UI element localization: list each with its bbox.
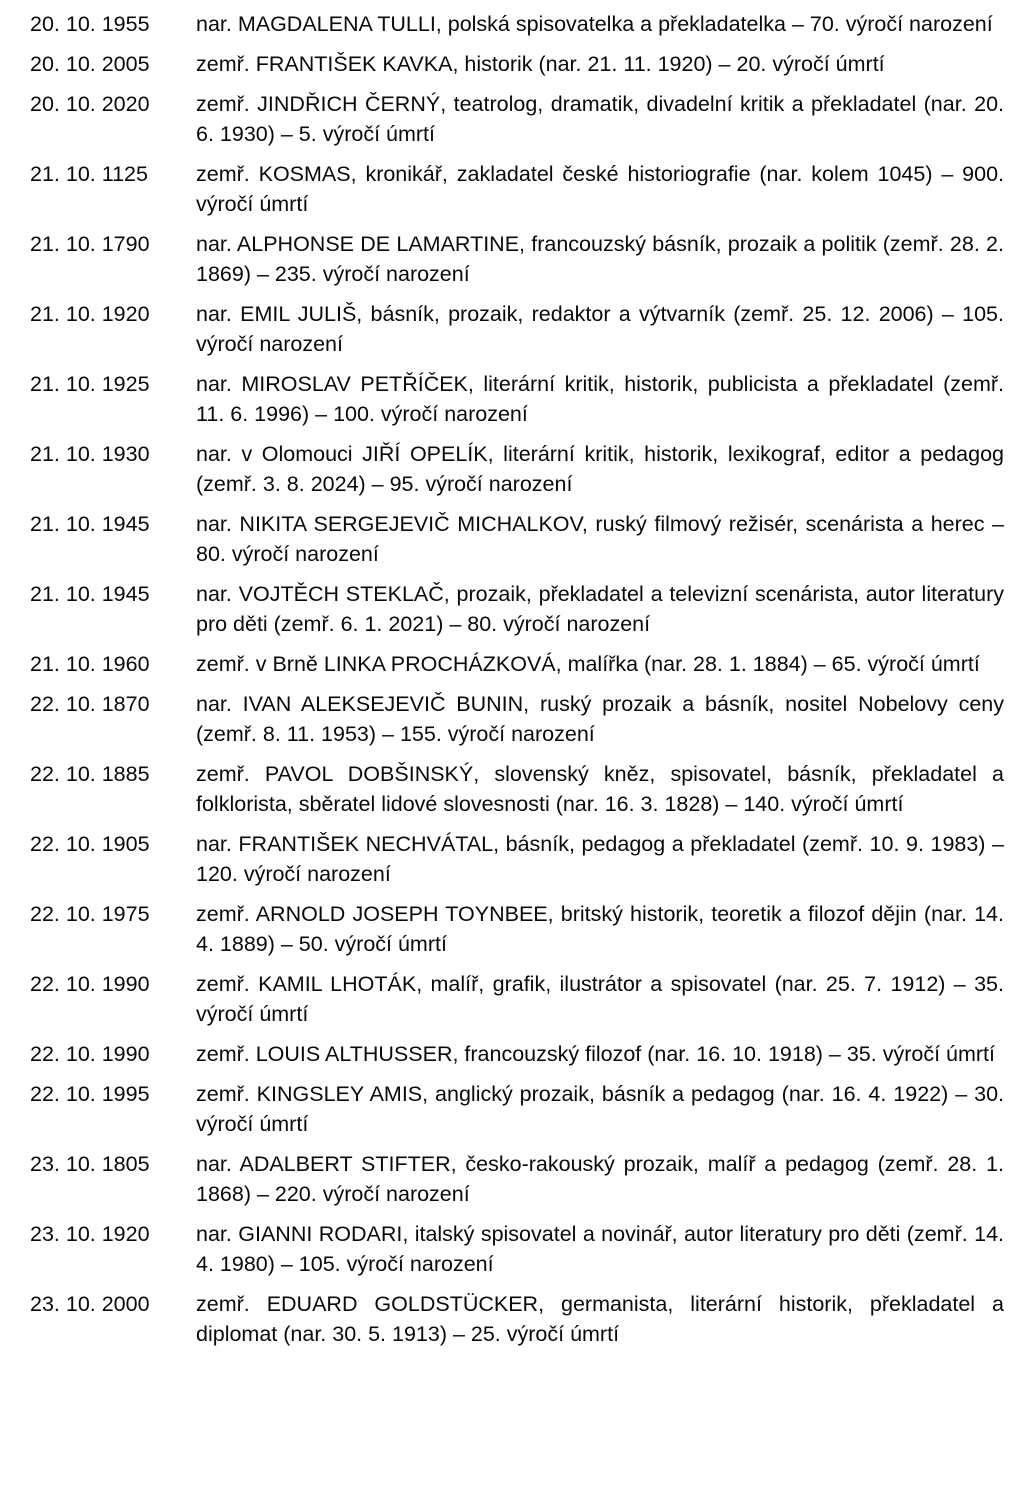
entry-text: nar. MIROSLAV PETŘÍČEK, literární kritik, historik, publicista a překladatel (zemř. 11. 6. 1996) – 100. výročí narození: [196, 372, 1004, 426]
anniversary-entry: [30, 899, 1004, 959]
entry-date: 21. 10. 1945: [30, 512, 150, 536]
entry-date: 22. 10. 1990: [30, 1042, 150, 1066]
anniversary-entry: [30, 159, 1004, 219]
entry-text: zemř. JINDŘICH ČERNÝ, teatrolog, dramatik, divadelní kritik a překladatel (nar. 20. 6. 1930) – 5. výročí úmrtí: [196, 92, 1004, 146]
entry-date: 21. 10. 1930: [30, 442, 150, 466]
anniversary-entry: [30, 1149, 1004, 1209]
entry-text: zemř. EDUARD GOLDSTÜCKER, germanista, literární historik, překladatel a diplomat (nar. 30. 5. 1913) – 25. výročí úmrtí: [196, 1292, 1004, 1346]
entry-date: 22. 10. 1990: [30, 972, 150, 996]
entry-date: 20. 10. 1955: [30, 12, 150, 36]
entry-text: nar. ADALBERT STIFTER, česko-rakouský prozaik, malíř a pedagog (zemř. 28. 1. 1868) – 220. výročí narození: [196, 1152, 1004, 1206]
anniversary-entry: [30, 299, 1004, 359]
entry-date: 21. 10. 1790: [30, 232, 150, 256]
anniversary-entry: [30, 1039, 1004, 1069]
entry-date: 20. 10. 2005: [30, 52, 150, 76]
anniversary-entry: [30, 9, 1004, 39]
anniversary-entry: [30, 439, 1004, 499]
entry-text: zemř. ARNOLD JOSEPH TOYNBEE, britský historik, teoretik a filozof dějin (nar. 14. 4. 1889) – 50. výročí úmrtí: [196, 902, 1004, 956]
anniversary-entry: [30, 689, 1004, 749]
anniversary-entry: [30, 509, 1004, 569]
anniversary-entry: [30, 579, 1004, 639]
entry-date: 21. 10. 1960: [30, 652, 150, 676]
anniversary-entry: [30, 1079, 1004, 1139]
anniversary-list: [30, 9, 1004, 1349]
anniversary-entry: [30, 89, 1004, 149]
entry-text: nar. VOJTĚCH STEKLAČ, prozaik, překladatel a televizní scenárista, autor literatury pro děti (zemř. 6. 1. 2021) – 80. výročí narození: [196, 582, 1004, 636]
anniversary-entry: [30, 1289, 1004, 1349]
entry-text: nar. NIKITA SERGEJEVIČ MICHALKOV, ruský filmový režisér, scenárista a herec – 80. výročí narození: [196, 512, 1004, 566]
entry-text: nar. v Olomouci JIŘÍ OPELÍK, literární kritik, historik, lexikograf, editor a pedagog (zemř. 3. 8. 2024) – 95. výročí narození: [196, 442, 1004, 496]
entry-date: 22. 10. 1975: [30, 902, 150, 926]
entry-text: nar. ALPHONSE DE LAMARTINE, francouzský básník, prozaik a politik (zemř. 28. 2. 1869) – 235. výročí narození: [196, 232, 1004, 286]
entry-text: zemř. FRANTIŠEK KAVKA, historik (nar. 21. 11. 1920) – 20. výročí úmrtí: [196, 52, 885, 76]
entry-date: 22. 10. 1870: [30, 692, 150, 716]
entry-text: nar. GIANNI RODARI, italský spisovatel a novinář, autor literatury pro děti (zemř. 14. 4. 1980) – 105. výročí narození: [196, 1222, 1004, 1276]
entry-date: 23. 10. 1805: [30, 1152, 150, 1176]
entry-text: zemř. KAMIL LHOTÁK, malíř, grafik, ilustrátor a spisovatel (nar. 25. 7. 1912) – 35. výročí úmrtí: [196, 972, 1004, 1026]
entry-text: nar. EMIL JULIŠ, básník, prozaik, redaktor a výtvarník (zemř. 25. 12. 2006) – 105. výročí narození: [196, 302, 1004, 356]
entry-date: 21. 10. 1920: [30, 302, 150, 326]
entry-text: nar. MAGDALENA TULLI, polská spisovatelka a překladatelka – 70. výročí narození: [196, 12, 993, 36]
anniversary-entry: [30, 649, 1004, 679]
entry-date: 20. 10. 2020: [30, 92, 150, 116]
entry-text: zemř. LOUIS ALTHUSSER, francouzský filozof (nar. 16. 10. 1918) – 35. výročí úmrtí: [196, 1042, 995, 1066]
entry-date: 21. 10. 1925: [30, 372, 150, 396]
entry-text: zemř. v Brně LINKA PROCHÁZKOVÁ, malířka (nar. 28. 1. 1884) – 65. výročí úmrtí: [196, 652, 980, 676]
anniversary-entry: [30, 829, 1004, 889]
entry-date: 21. 10. 1945: [30, 582, 150, 606]
entry-text: nar. FRANTIŠEK NECHVÁTAL, básník, pedagog a překladatel (zemř. 10. 9. 1983) – 120. výročí narození: [196, 832, 1004, 886]
entry-text: zemř. PAVOL DOBŠINSKÝ, slovenský kněz, spisovatel, básník, překladatel a folklorista, sběratel lidové slovesnosti (nar. 16. 3. 1828) – 140. výročí úmrtí: [196, 762, 1004, 816]
entry-date: 23. 10. 1920: [30, 1222, 150, 1246]
entry-date: 22. 10. 1905: [30, 832, 150, 856]
entry-date: 22. 10. 1995: [30, 1082, 150, 1106]
anniversary-entry: [30, 759, 1004, 819]
anniversary-entry: [30, 229, 1004, 289]
anniversary-entry: [30, 1219, 1004, 1279]
anniversary-entry: [30, 369, 1004, 429]
anniversary-entry: [30, 49, 1004, 79]
entry-text: nar. IVAN ALEKSEJEVIČ BUNIN, ruský prozaik a básník, nositel Nobelovy ceny (zemř. 8. 11. 1953) – 155. výročí narození: [196, 692, 1004, 746]
entry-date: 21. 10. 1125: [30, 162, 148, 186]
entry-text: zemř. KOSMAS, kronikář, zakladatel české historiografie (nar. kolem 1045) – 900. výročí úmrtí: [196, 162, 1004, 216]
entry-date: 22. 10. 1885: [30, 762, 150, 786]
entry-text: zemř. KINGSLEY AMIS, anglický prozaik, básník a pedagog (nar. 16. 4. 1922) – 30. výročí úmrtí: [196, 1082, 1004, 1136]
entry-date: 23. 10. 2000: [30, 1292, 150, 1316]
anniversary-entry: [30, 969, 1004, 1029]
